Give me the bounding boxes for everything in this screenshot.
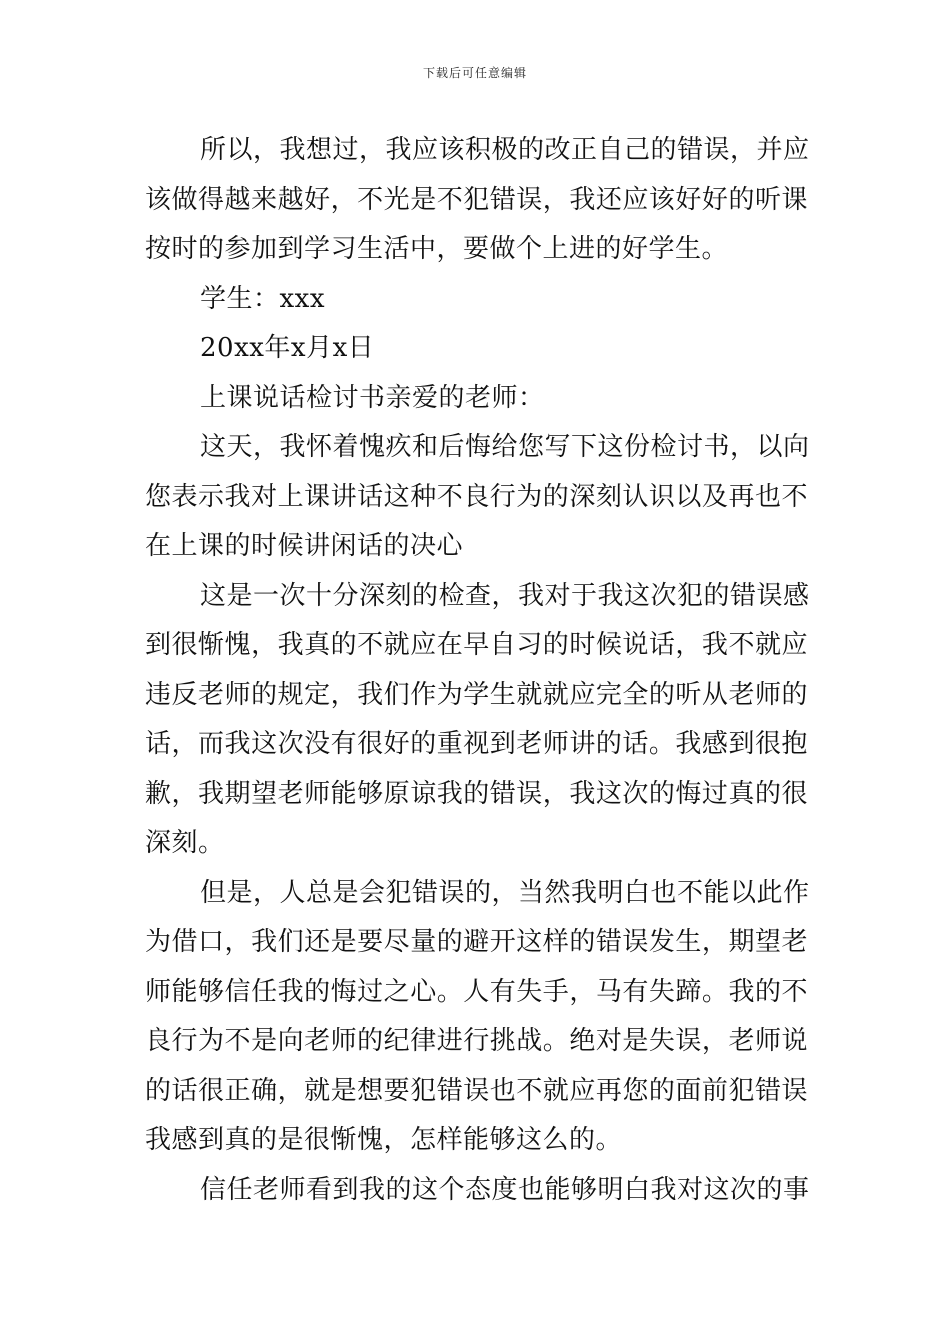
page-header: 下载后可任意编辑	[422, 66, 527, 80]
paragraph-line: 所以，我想过，我应该积极的改正自己的错误，并应	[200, 135, 810, 165]
paragraph-line: 在上课的时候讲闲话的决心	[145, 531, 464, 561]
paragraph-line: 按时的参加到学习生活中，要做个上进的好学生。	[145, 234, 729, 264]
paragraph-line: 但是，人总是会犯错误的，当然我明白也不能以此作	[200, 877, 810, 908]
paragraph-line: 良行为不是向老师的纪律进行挑战。绝对是失误，老师说	[145, 1026, 808, 1056]
paragraph-line: 深刻。	[145, 828, 225, 858]
paragraph-line: 信任老师看到我的这个态度也能够明白我对这次的事	[200, 1174, 810, 1205]
paragraph-line: 为借口，我们还是要尽量的避开这样的错误发生，期望老	[145, 927, 808, 957]
paragraph-line: 您表示我对上课讲话这种不良行为的深刻认识以及再也不	[145, 481, 808, 512]
paragraph-line: 我感到真的是很惭愧，怎样能够这么的。	[145, 1125, 623, 1155]
paragraph-line: 师能够信任我的悔过之心。人有失手，马有失蹄。我的不	[145, 976, 808, 1007]
paragraph-line: 该做得越来越好，不光是不犯错误，我还应该好好的听课	[145, 184, 808, 215]
paragraph-line: 到很惭愧，我真的不就应在早自习的时候说话，我不就应	[145, 630, 808, 660]
document-body	[145, 126, 808, 1215]
signature-date: 20xx年x月x日	[200, 333, 375, 363]
paragraph-line: 这天，我怀着愧疚和后悔给您写下这份检讨书，以向	[200, 432, 810, 462]
section-title: 上课说话检讨书亲爱的老师：	[200, 382, 545, 413]
paragraph-line: 违反老师的规定，我们作为学生就就应完全的听从老师的	[145, 679, 808, 710]
paragraph-line: 这是一次十分深刻的检查，我对于我这次犯的错误感	[200, 580, 810, 611]
paragraph-line: 话，而我这次没有很好的重视到老师讲的话。我感到很抱	[145, 729, 808, 759]
signature-student: 学生：xxx	[200, 283, 325, 314]
paragraph-line: 的话很正确，就是想要犯错误也不就应再您的面前犯错误	[145, 1075, 808, 1106]
paragraph-line: 歉，我期望老师能够原谅我的错误，我这次的悔过真的很	[145, 778, 808, 809]
